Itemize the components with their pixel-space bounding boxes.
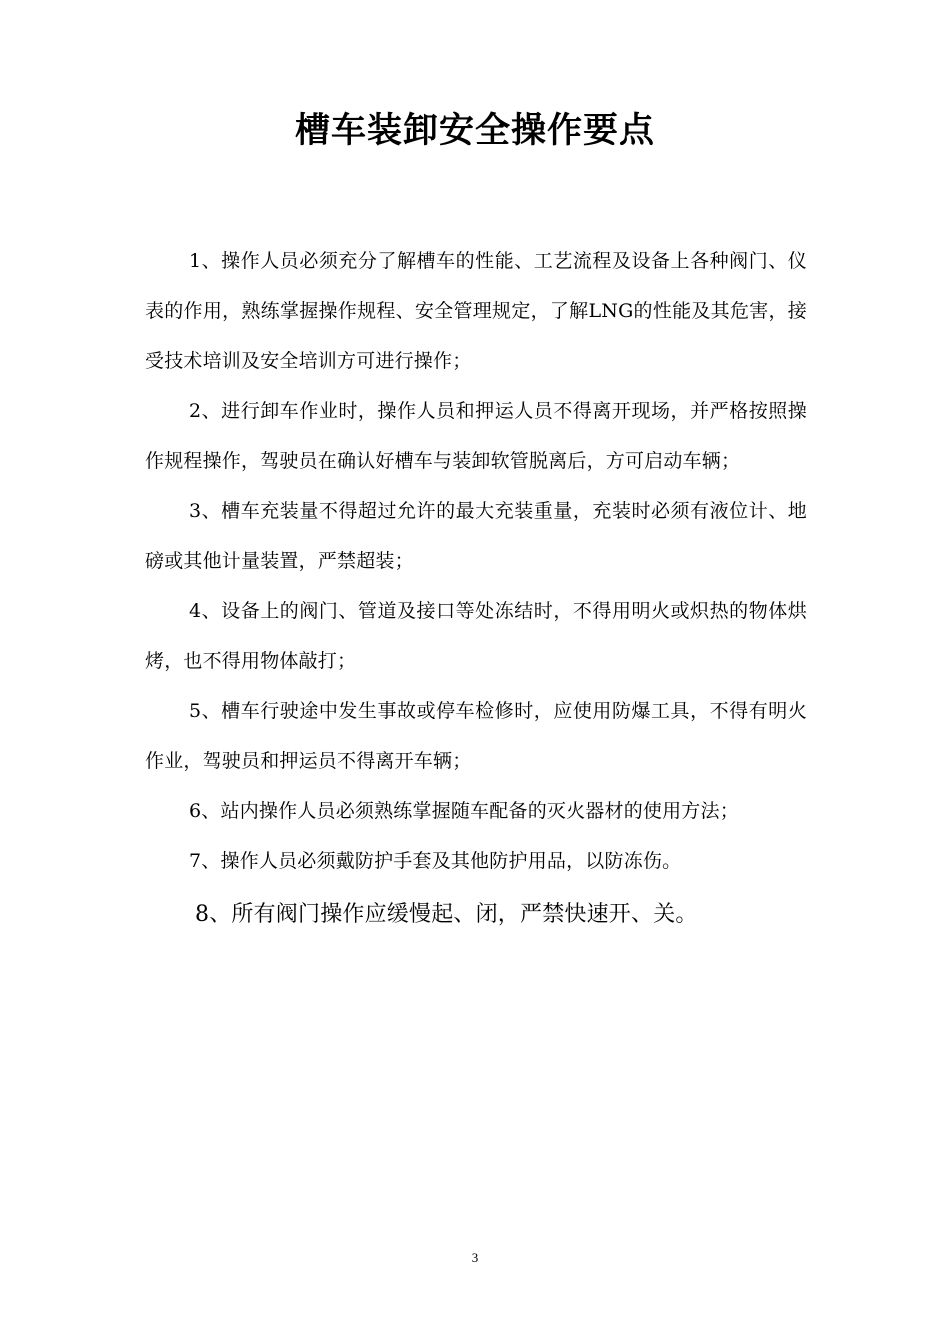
- paragraph-3: 3、槽车充装量不得超过允许的最大充装重量，充装时必须有液位计、地磅或其他计量装置，严禁超装；: [145, 500, 807, 572]
- paragraph-8: 8、所有阀门操作应缓慢起、闭，严禁快速开、关。: [195, 902, 698, 927]
- paragraph-1: 1、操作人员必须充分了解槽车的性能、工艺流程及设备上各种阀门、仪表的作用，熟练掌握操作规程、安全管理规定，了解LNG的性能及其危害，接受技术培训及安全培训方可进行操作；: [145, 250, 807, 372]
- paragraph-6: 6、站内操作人员必须熟练掌握随车配备的灭火器材的使用方法；: [189, 800, 739, 822]
- document-body: [145, 236, 807, 944]
- page-number: 3: [471, 1250, 479, 1265]
- paragraph-7: 7、操作人员必须戴防护手套及其他防护用品，以防冻伤。: [189, 850, 682, 872]
- paragraph-4: 4、设备上的阀门、管道及接口等处冻结时，不得用明火或炽热的物体烘烤，也不得用物体敲打；: [145, 600, 807, 672]
- paragraph-5: 5、槽车行驶途中发生事故或停车检修时，应使用防爆工具，不得有明火作业，驾驶员和押运员不得离开车辆；: [145, 700, 807, 772]
- document-title: 槽车装卸安全操作要点: [294, 111, 655, 151]
- paragraph-2: 2、进行卸车作业时，操作人员和押运人员不得离开现场，并严格按照操作规程操作，驾驶员在确认好槽车与装卸软管脱离后，方可启动车辆；: [145, 400, 807, 472]
